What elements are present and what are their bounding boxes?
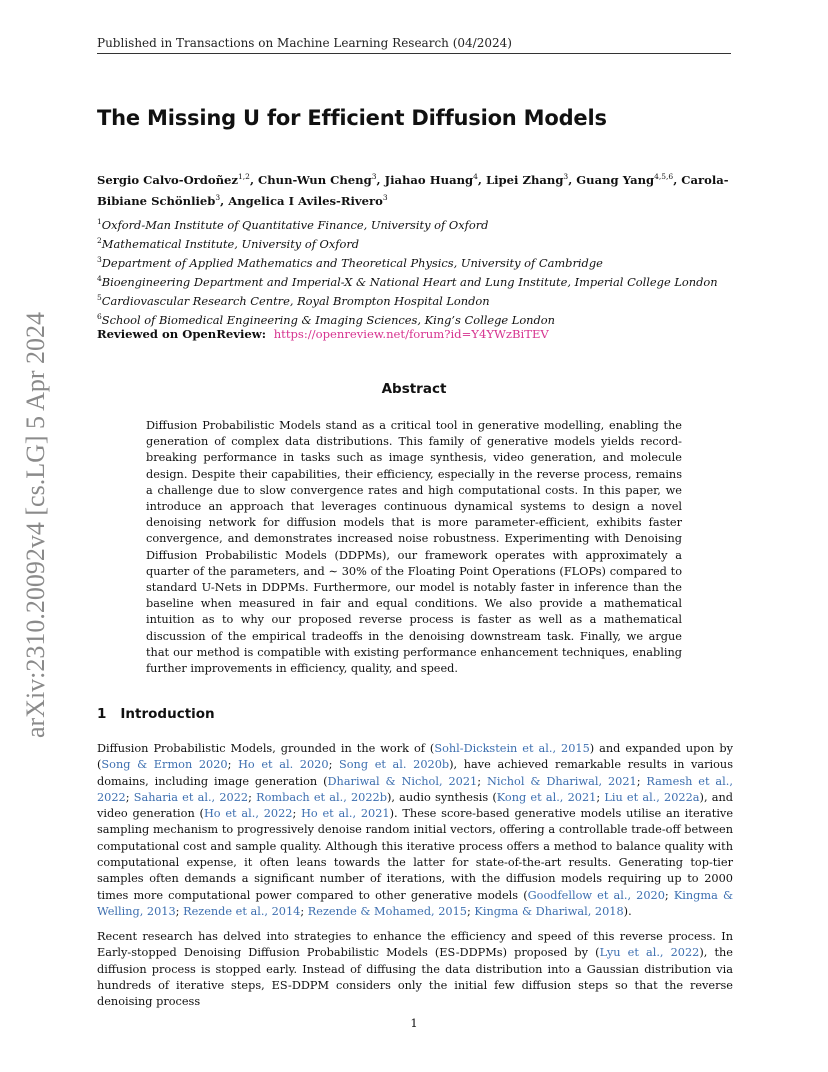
- paragraph-text: ;: [292, 807, 302, 821]
- author-list: Sergio Calvo-Ordoñez$^{1,2}$, Chun-Wun Cheng$^3$, Jiahao Huang$^4$, Lipei Zhang$^3$, Guang Yang$^{4,5,6}$, Carola-Bibiane Schönlieb$^3$, Angelica I Aviles-Rivero$^3$: [97, 172, 729, 208]
- paragraph-text: ;: [466, 904, 475, 918]
- openreview-line: [97, 327, 549, 341]
- author: [576, 173, 673, 187]
- running-header: Published in Transactions on Machine Learning Research (04/2024): [97, 36, 731, 54]
- affiliation-text: Mathematical Institute, University of Oxford: [101, 236, 360, 251]
- affiliation: [97, 290, 757, 309]
- affiliation-text: Department of Applied Mathematics and Theoretical Physics, University of Cambridge: [101, 255, 603, 270]
- abstract-body: Diffusion Probabilistic Models stand as a critical tool in generative modelling, enabling the generation of complex data distributions. This family of generative models yields record-breaking performance in tasks such as image synthesis, video generation, and molecule design. Despite their capabilities, their efficiency, especially in the reverse process, remains a challenge due to slow convergence rates and high computational costs. In this paper, we introduce an approach that leverages continuous dynamical systems to design a novel denoising network for diffusion models that is more parameter-efficient, exhibits faster convergence, and demonstrates increased noise robustness. Experimenting with Denoising Diffusion Probabilistic Models (DDPMs), our framework operates with approximately a quarter of the parameters, and ∼ 30% of the Floating Point Operations (FLOPs) compared to standard U-Nets in DDPMs. Furthermore, our model is notably faster in inference than the baseline when measured in fair and equal conditions. We also provide a mathematical intuition as to why our proposed reverse process is faster as well as a mathematical discussion of the empirical tradeoffs in the denoising downstream task. Finally, we argue that our method is compatible with existing performance enhancement techniques, enabling further improvements in efficiency, quality, and speed.: [146, 419, 682, 676]
- affiliation-number: 3: [97, 255, 102, 265]
- affiliation-number: 2: [97, 236, 102, 246]
- affiliation-text: School of Biomedical Engineering & Imaging Sciences, King’s College London: [101, 313, 556, 328]
- paragraph-text: Recent research has delved into strategies to enhance the efficiency and speed of this reverse process. In Early-stopped Denoising Diffusion Probabilistic Models (ES-DDPMs) proposed by (: [97, 930, 733, 960]
- affiliation-text: Bioengineering Department and Imperial-X & National Heart and Lung Institute, Imperial College London: [101, 275, 718, 290]
- citation-link[interactable]: Liu et al., 2022a: [604, 790, 700, 804]
- paragraph-text: ), and video generation (: [97, 790, 733, 821]
- citation-link[interactable]: Saharia et al., 2022: [133, 790, 249, 804]
- paragraph-text: Diffusion Probabilistic Models, grounded in the work of (: [97, 742, 435, 755]
- author: [228, 194, 387, 208]
- affiliation: [97, 309, 757, 328]
- intro-paragraph-1: [97, 741, 733, 920]
- author-affiliation-mark: 4: [473, 172, 478, 181]
- paragraph-text: ) and expanded upon by (: [97, 742, 733, 772]
- citation-link[interactable]: Ho et al., 2021: [301, 807, 390, 821]
- affiliation-number: 6: [97, 312, 102, 322]
- author-name: Lipei Zhang: [486, 172, 564, 187]
- paragraph-text: ;: [300, 904, 308, 918]
- paragraph-text: ;: [248, 790, 257, 804]
- citation-link[interactable]: Kong et al., 2021: [496, 790, 597, 804]
- paragraph-text: ), audio synthesis (: [386, 790, 497, 804]
- openreview-label: Reviewed on OpenReview:: [97, 327, 267, 341]
- author: [258, 173, 377, 187]
- author-affiliation-mark: 3: [215, 192, 221, 202]
- author: [385, 173, 478, 187]
- citation-link[interactable]: Rezende & Mohamed, 2015: [307, 904, 467, 918]
- affiliation: [97, 214, 757, 233]
- affiliation-text: Oxford-Man Institute of Quantitative Finance, University of Oxford: [101, 217, 489, 232]
- author-name: Chun-Wun Cheng: [258, 172, 372, 187]
- paragraph-text: ;: [175, 904, 184, 918]
- citation-link[interactable]: Nichol & Dhariwal, 2021: [486, 774, 637, 788]
- citation-link[interactable]: Song & Ermon 2020: [101, 758, 228, 772]
- citation-link[interactable]: Sohl-Dickstein et al., 2015: [434, 742, 590, 755]
- arxiv-stamp: [16, 290, 56, 760]
- affiliation: [97, 252, 757, 271]
- citation-link[interactable]: Lyu et al., 2022: [599, 946, 700, 960]
- section-number: 1: [97, 706, 107, 722]
- arxiv-stamp-text: arXiv:2310.20092v4 [cs.LG] 5 Apr 2024: [21, 311, 50, 739]
- citation-link[interactable]: Ho et al., 2022: [203, 807, 293, 821]
- paragraph-text: ), the diffusion process is stopped early. Instead of diffusing the data distribution into a Gaussian distribution via hundreds of iterative steps, ES-DDPM considers only the initial few diffusion steps so that the reverse denoising process: [97, 946, 733, 1009]
- citation-link[interactable]: Kingma & Dhariwal, 2018: [474, 904, 624, 918]
- affiliation-number: 4: [97, 274, 102, 284]
- affiliation-list: [97, 214, 757, 329]
- affiliation-text: Cardiovascular Research Centre, Royal Brompton Hospital London: [101, 294, 490, 309]
- paragraph-text: ;: [477, 774, 487, 788]
- citation-link[interactable]: Rombach et al., 2022b: [256, 790, 387, 804]
- affiliation-number: 1: [97, 217, 102, 226]
- citation-link[interactable]: Dhariwal & Nichol, 2021: [327, 774, 478, 788]
- author-name: Jiahao Huang: [384, 172, 474, 187]
- section-heading-introduction: [97, 706, 215, 722]
- paragraph-text: ;: [328, 758, 340, 772]
- author-affiliation-mark: 1,2: [238, 172, 250, 181]
- affiliation: [97, 233, 757, 252]
- citation-link[interactable]: Ho et al. 2020: [238, 758, 329, 772]
- paragraph-text: ;: [664, 888, 674, 902]
- affiliation: [97, 271, 757, 290]
- author-name: Guang Yang: [576, 172, 655, 187]
- paragraph-text: ;: [636, 774, 647, 788]
- paragraph-text: ).: [623, 904, 632, 918]
- author-name: Angelica I Aviles-Rivero: [228, 193, 383, 208]
- citation-link[interactable]: Song et al. 2020b: [339, 758, 450, 772]
- page-number: 1: [410, 1016, 418, 1030]
- author-name: Sergio Calvo-Ordoñez: [97, 172, 238, 187]
- author: [486, 173, 568, 187]
- author-affiliation-mark: 3: [563, 172, 569, 181]
- paragraph-text: ;: [596, 790, 605, 804]
- abstract-heading: Abstract: [381, 381, 447, 397]
- paragraph-text: ), have achieved remarkable results in various domains, including image generation (: [97, 758, 734, 788]
- paragraph-text: ). These score-based generative models utilise an iterative sampling mechanism to progressively denoise random initial vectors, offering a controllable trade-off between computational cost and sample quality. Although this iterative process offers a method to balance quality with computational expense, it often leans towards the latter for state-of-the-art results. Generating top-tier samples often demands a significant number of iterations, with the diffusion models requiring up to 2000 times more computational power compared to other generative models (: [97, 807, 734, 902]
- affiliation-number: 5: [97, 293, 102, 303]
- author-name: Carola-Bibiane Schönlieb: [97, 172, 729, 208]
- citation-link[interactable]: Kingma & Welling, 2013: [97, 888, 734, 918]
- citation-link[interactable]: Rezende et al., 2014: [183, 904, 301, 918]
- section-title: Introduction: [120, 706, 215, 722]
- openreview-link[interactable]: https://openreview.net/forum?id=Y4YWzBiTEV: [273, 327, 549, 341]
- citation-link[interactable]: Goodfellow et al., 2020: [527, 888, 665, 902]
- citation-link[interactable]: Ramesh et al., 2022: [97, 774, 733, 804]
- paper-title: The Missing U for Efficient Diffusion Models: [97, 106, 607, 130]
- author: [97, 173, 250, 187]
- paragraph-text: ;: [125, 790, 134, 804]
- author-affiliation-mark: 4,5,6: [654, 172, 674, 181]
- paragraph-text: ;: [227, 758, 239, 772]
- author-affiliation-mark: 3: [371, 172, 377, 181]
- intro-paragraph-2: [97, 929, 733, 1010]
- author-affiliation-mark: 3: [382, 192, 388, 202]
